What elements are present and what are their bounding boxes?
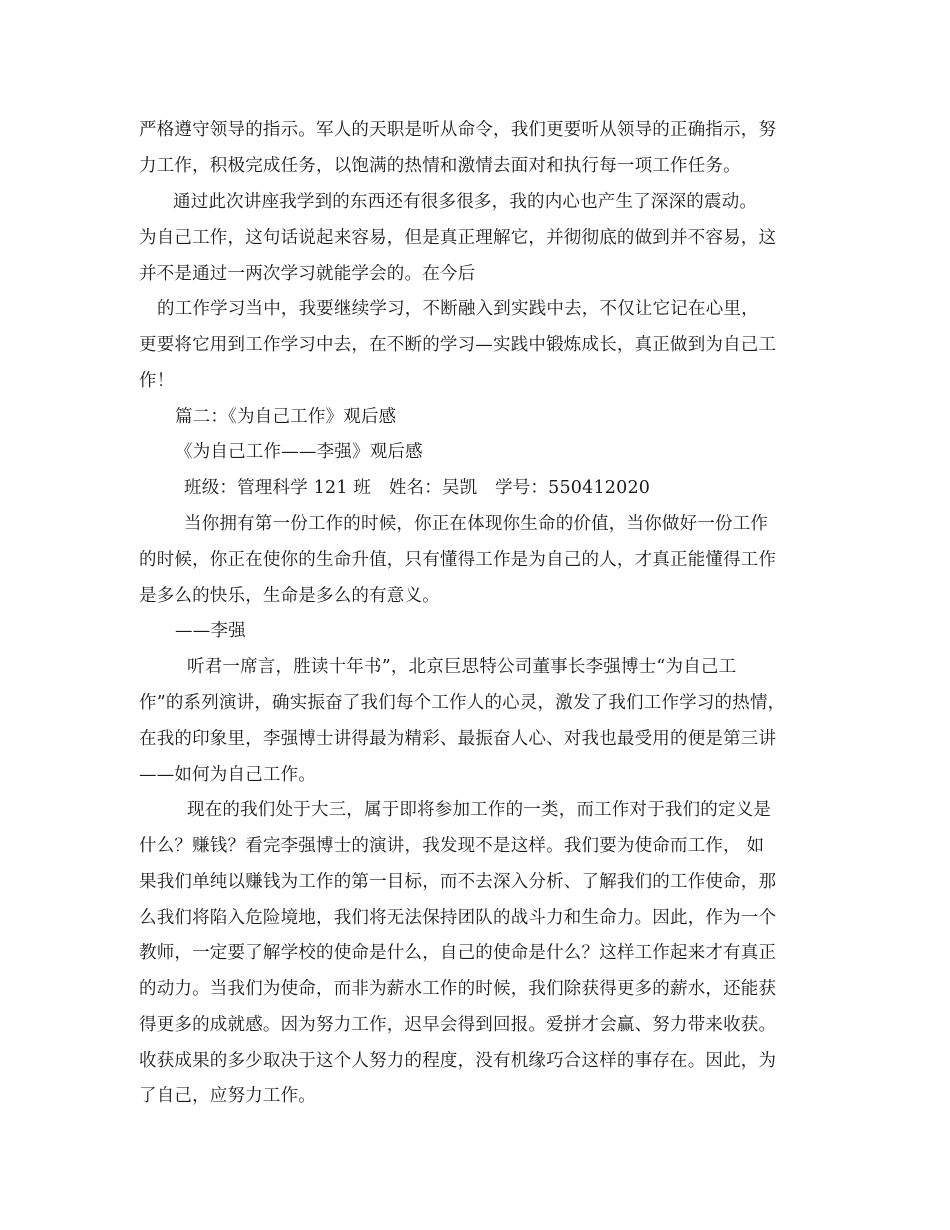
quote-line: 的时候，你正在使你的生命升值，只有懂得工作是为自己的人，才真正能懂得工作 [139, 550, 777, 570]
body-line: 作！ [139, 371, 175, 391]
body-line: 收获成果的多少取决于这个人努力的程度，没有机缘巧合这样的事存在。因此，为 [139, 1051, 777, 1071]
body-line: 么我们将陷入危险境地，我们将无法保持团队的战斗力和生命力。因此，作为一个 [139, 908, 777, 928]
body-line: 听君一席言，胜读十年书”，北京巨思特公司董事长李强博士“为自己工 [187, 657, 737, 677]
body-line: 的动力。当我们为使命，而非为薪水工作的时候，我们除获得更多的薪水，还能获 [139, 979, 777, 999]
body-line: 什么？赚钱？看完李强博士的演讲，我发现不是这样。我们要为使命而工作， 如 [139, 836, 765, 856]
body-line: 在我的印象里，李强博士讲得最为精彩、最振奋人心、对我也最受用的便是第三讲 [139, 729, 777, 749]
body-line: 教师，一定要了解学校的使命是什么，自己的使命是什么？这样工作起来才有真正 [139, 943, 777, 963]
body-line: 了自己，应努力工作。 [139, 1086, 316, 1106]
section-heading: 篇二：《为自己工作》观后感 [175, 407, 397, 427]
body-line: 得更多的成就感。因为努力工作，迟早会得到回报。爱拼才会赢、努力带来收获。 [139, 1015, 777, 1035]
body-line: 的工作学习当中，我要继续学习，不断融入到实践中去，不仅让它记在心里， [157, 299, 759, 319]
article-title: 《为自己工作——李强》观后感 [175, 442, 423, 462]
body-line: 并不是通过一两次学习就能学会的。在今后 [139, 264, 476, 284]
body-line: ——如何为自己工作。 [139, 765, 316, 785]
body-line: 严格遵守领导的指示。军人的天职是听从命令，我们更要听从领导的正确指示，努 [139, 120, 777, 140]
body-line: 通过此次讲座我学到的东西还有很多很多，我的内心也产生了深深的震动。 [173, 192, 758, 212]
body-line: 现在的我们处于大三，属于即将参加工作的一类，而工作对于我们的定义是 [187, 800, 772, 820]
quote-attribution: ——李强 [175, 621, 246, 641]
body-line: 更要将它用到工作学习中去，在不断的学习—实践中锻炼成长，真正做到为自己工 [139, 335, 777, 355]
body-line: 果我们单纯以赚钱为工作的第一目标，而不去深入分析、了解我们的工作使命，那 [139, 872, 777, 892]
author-info: 班级：管理科学 121 班 姓名：吴凯 学号：550412020 [184, 478, 651, 498]
body-line: 力工作，积极完成任务，以饱满的热情和激情去面对和执行每一项工作任务。 [139, 156, 741, 176]
body-line: 为自己工作，这句话说起来容易，但是真正理解它，并彻彻底的做到并不容易，这 [139, 228, 777, 248]
quote-line: 是多么的快乐，生命是多么的有意义。 [139, 586, 440, 606]
quote-line: 当你拥有第一份工作的时候，你正在体现你生命的价值，当你做好一份工作 [184, 514, 769, 534]
body-line: 作”的系列演讲，确实振奋了我们每个工作人的心灵，激发了我们工作学习的热情， [139, 693, 786, 713]
